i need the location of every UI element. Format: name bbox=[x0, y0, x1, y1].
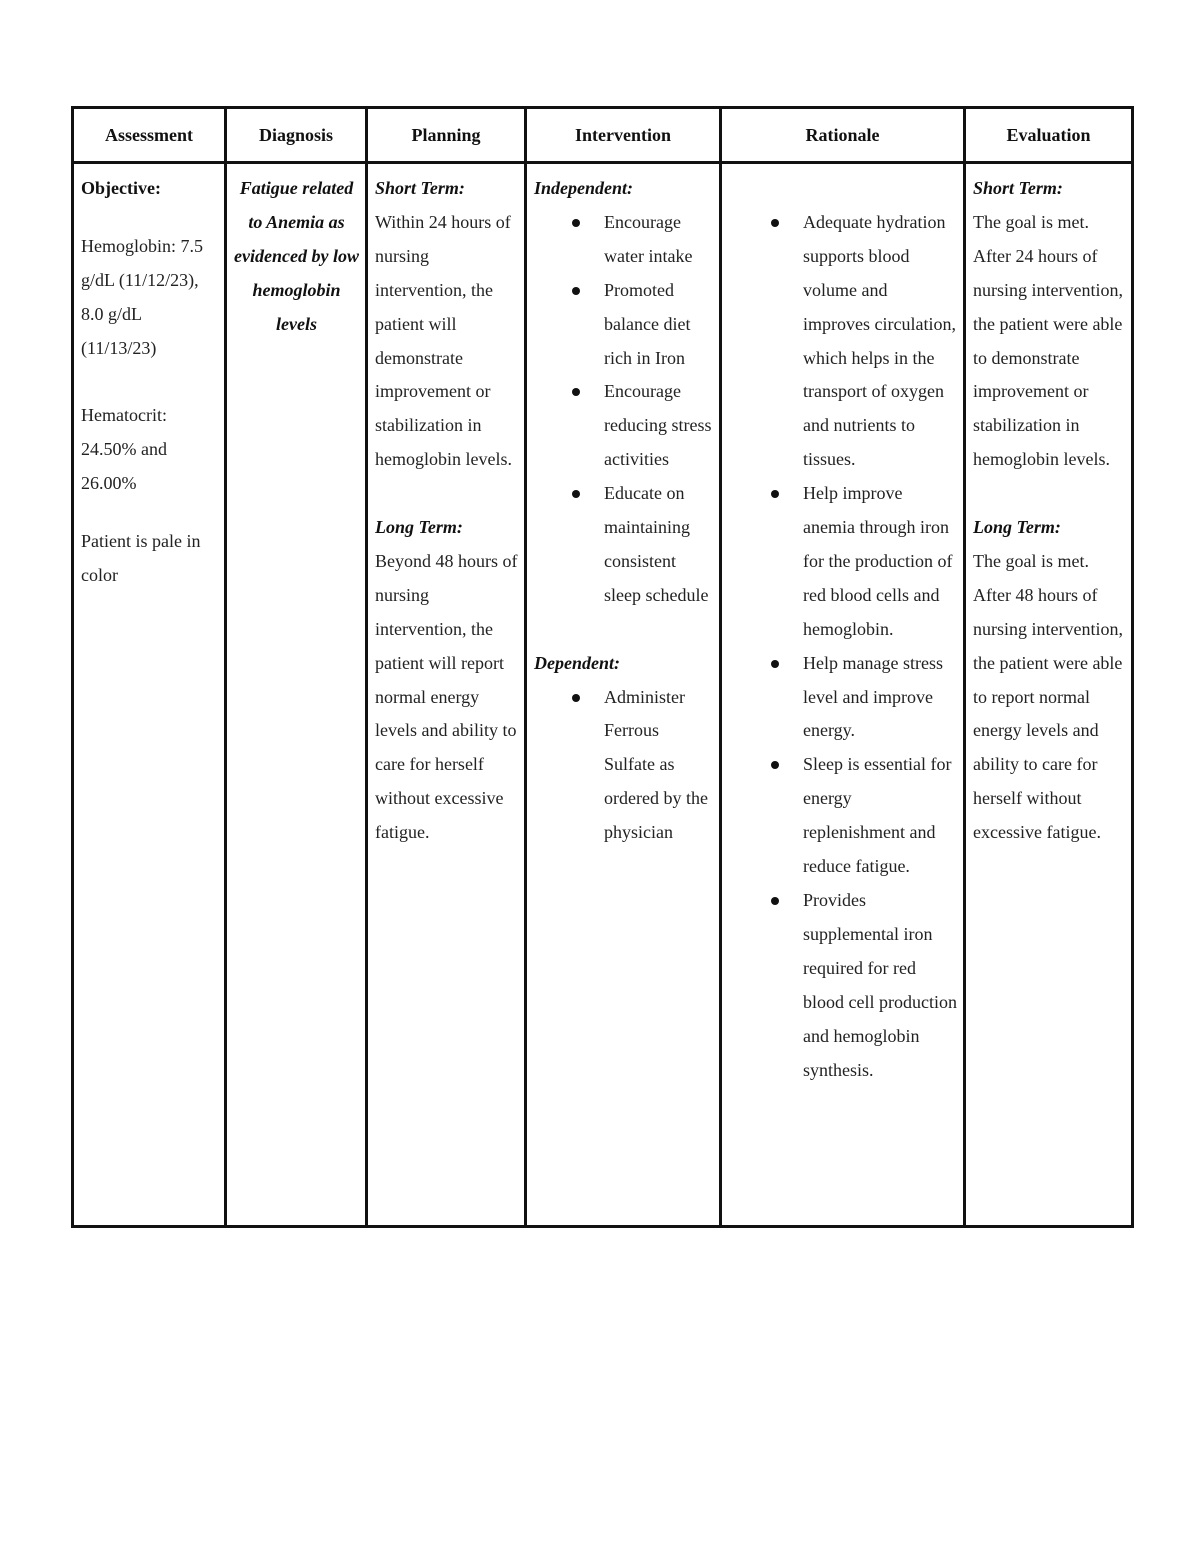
list-item: Provides supplemental iron required for red blood cell production and hemoglobin synthesis. bbox=[729, 884, 957, 1087]
hemoglobin-text: Hemoglobin: 7.5 g/dL (11/12/23), 8.0 g/dL (11/13/23) bbox=[81, 235, 203, 358]
header-intervention: Intervention bbox=[526, 108, 721, 163]
list-item: Educate on maintaining consistent sleep schedule bbox=[534, 477, 713, 613]
list-item: Sleep is essential for energy replenishment and reduce fatigue. bbox=[729, 748, 957, 884]
evaluation-short-term-text: The goal is met. After 24 hours of nursing intervention, the patient were able to demonstrate improvement or stabilization in hemoglobin levels. bbox=[973, 211, 1123, 470]
objective-label: Objective: bbox=[81, 178, 161, 198]
planning-long-term-text: Beyond 48 hours of nursing intervention, the patient will report normal energy levels and ability to care for herself without excessive fatigue. bbox=[375, 550, 518, 843]
planning-long-term-label: Long Term: bbox=[375, 517, 463, 538]
evaluation-cell bbox=[965, 163, 1133, 1227]
header-planning: Planning bbox=[367, 108, 526, 163]
header-row bbox=[73, 108, 1133, 163]
nursing-care-plan-table bbox=[71, 106, 1134, 1228]
header-evaluation: Evaluation bbox=[965, 108, 1133, 163]
pale-text: Patient is pale in color bbox=[81, 531, 201, 586]
list-item: Promoted balance diet rich in Iron bbox=[534, 274, 713, 376]
diagnosis-text: Fatigue related to Anemia as evidenced by low hemoglobin levels bbox=[234, 178, 359, 334]
evaluation-short-term-label: Short Term: bbox=[973, 178, 1063, 198]
planning-short-term-text: Within 24 hours of nursing intervention, the patient will demonstrate improvement or stabilization in hemoglobin levels. bbox=[375, 211, 512, 470]
list-item: Adequate hydration supports blood volume and improves circulation, which helps in the transport of oxygen and nutrients to tissues. bbox=[729, 206, 957, 477]
dependent-label: Dependent: bbox=[534, 652, 620, 673]
evaluation-long-term-text: The goal is met. After 48 hours of nursing intervention, the patient were able to report normal energy levels and ability to care for herself without excessive fatigue. bbox=[973, 550, 1123, 843]
list-item: Help improve anemia through iron for the production of red blood cells and hemoglobin. bbox=[729, 477, 957, 647]
header-rationale: Rationale bbox=[721, 108, 965, 163]
hematocrit-text: Hematocrit: 24.50% and 26.00% bbox=[81, 405, 167, 494]
list-item: Encourage water intake bbox=[534, 206, 713, 274]
list-item: Encourage reducing stress activities bbox=[534, 375, 713, 477]
diagnosis-cell bbox=[226, 163, 367, 1227]
list-item: Help manage stress level and improve energy. bbox=[729, 647, 957, 749]
evaluation-long-term-label: Long Term: bbox=[973, 517, 1061, 538]
assessment-cell bbox=[73, 163, 226, 1227]
dependent-list bbox=[534, 681, 713, 851]
rationale-list bbox=[729, 206, 957, 1088]
planning-short-term-label: Short Term: bbox=[375, 178, 465, 198]
content-row bbox=[73, 163, 1133, 1227]
header-diagnosis: Diagnosis bbox=[226, 108, 367, 163]
list-item: Administer Ferrous Sulfate as ordered by the physician bbox=[534, 681, 713, 851]
planning-cell bbox=[367, 163, 526, 1227]
intervention-cell bbox=[526, 163, 721, 1227]
rationale-cell bbox=[721, 163, 965, 1227]
header-assessment: Assessment bbox=[73, 108, 226, 163]
independent-list bbox=[534, 206, 713, 613]
independent-label: Independent: bbox=[534, 178, 633, 198]
